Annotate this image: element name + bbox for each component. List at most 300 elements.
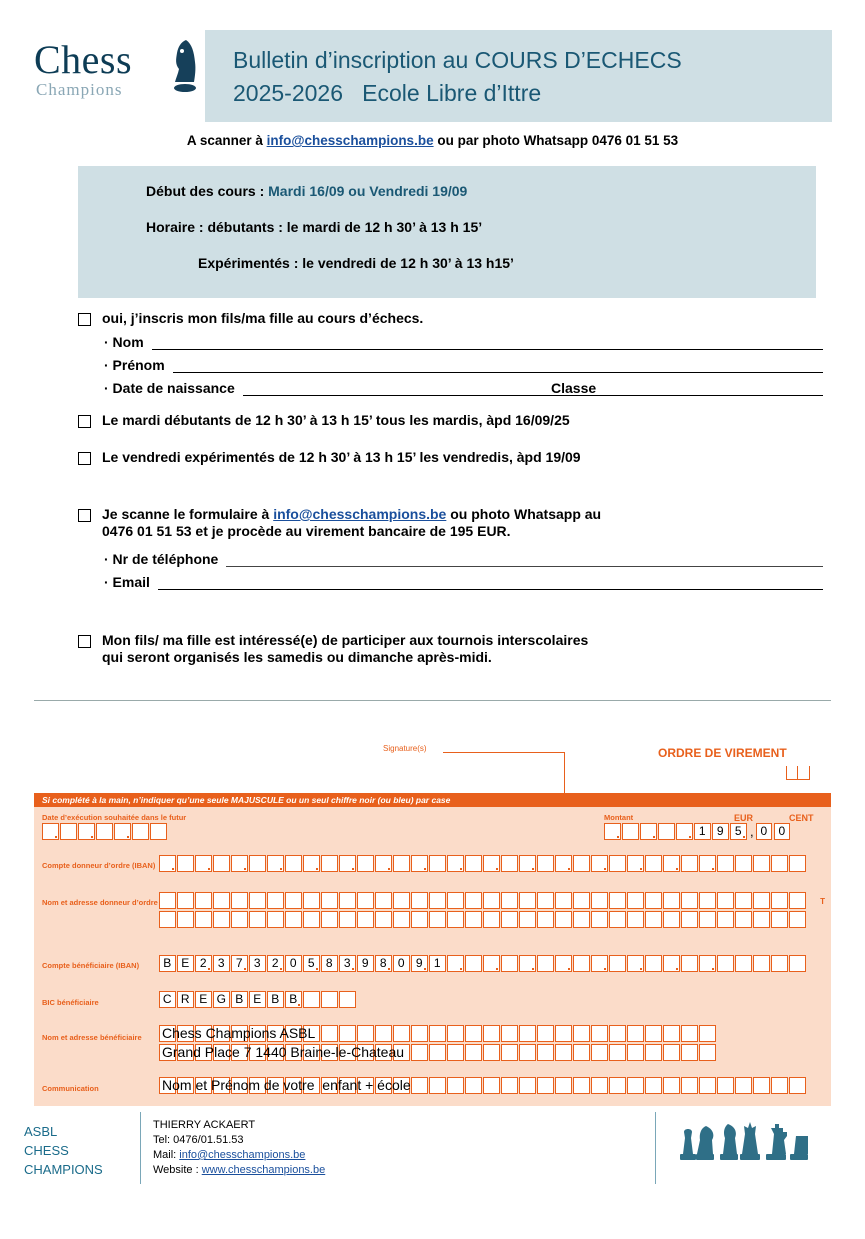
field-email[interactable] xyxy=(104,574,823,590)
iban-benef-cell[interactable] xyxy=(609,955,626,972)
nom-benef-cell[interactable] xyxy=(681,1025,698,1042)
scan-text-b: ou photo Whatsapp au xyxy=(446,506,602,522)
nom-benef-cell[interactable] xyxy=(483,1044,500,1061)
nom-donneur-cell[interactable] xyxy=(411,892,428,909)
nom-benef-cell[interactable] xyxy=(681,1044,698,1061)
iban-benef-cell[interactable]: 3 xyxy=(213,955,230,972)
nom-benef-cell[interactable] xyxy=(483,1025,500,1042)
nom-donneur-cell[interactable] xyxy=(519,892,536,909)
logo xyxy=(32,30,197,122)
nom-benef-cell[interactable] xyxy=(573,1044,590,1061)
iban-benef-cell[interactable] xyxy=(465,955,482,972)
checkbox-tournois-label xyxy=(102,632,588,666)
iban-donneur-cell[interactable] xyxy=(591,855,608,872)
iban-benef-cell[interactable]: 9 xyxy=(411,955,428,972)
field-classe-label: Classe xyxy=(551,380,597,396)
nom-donneur-cell[interactable] xyxy=(303,892,320,909)
amount-cell-eur-2[interactable]: 9 xyxy=(712,823,729,840)
iban-donneur-cell[interactable] xyxy=(375,855,392,872)
iban-donneur-cell[interactable] xyxy=(753,855,770,872)
field-telephone[interactable] xyxy=(104,551,823,567)
date-cell[interactable] xyxy=(150,823,167,840)
field-telephone-input[interactable] xyxy=(226,552,823,567)
communication-cell[interactable] xyxy=(573,1077,590,1094)
communication-cell[interactable] xyxy=(465,1077,482,1094)
nom-donneur-cell[interactable] xyxy=(699,911,716,928)
nom-donneur-cell[interactable] xyxy=(339,911,356,928)
bic-cell[interactable] xyxy=(321,991,338,1008)
label-eur: EUR xyxy=(734,813,754,823)
nom-donneur-cell[interactable] xyxy=(213,892,230,909)
communication-cell[interactable] xyxy=(735,1077,752,1094)
nom-donneur-cell[interactable] xyxy=(411,911,428,928)
field-prenom-input[interactable] xyxy=(173,358,823,373)
date-cell[interactable] xyxy=(42,823,59,840)
nom-donneur-cell[interactable] xyxy=(501,892,518,909)
nom-donneur-cell[interactable] xyxy=(177,911,194,928)
section-divider xyxy=(34,700,831,701)
nom-benef-cell[interactable] xyxy=(555,1025,572,1042)
nom-donneur-cell[interactable] xyxy=(573,892,590,909)
scan-prefix: A scanner à xyxy=(186,133,267,148)
amount-cell[interactable] xyxy=(676,823,693,840)
iban-donneur-cell[interactable] xyxy=(573,855,590,872)
nom-donneur-cell[interactable] xyxy=(735,892,752,909)
nom-benef-cell[interactable] xyxy=(339,1025,356,1042)
nom-benef-cell[interactable] xyxy=(393,1025,410,1042)
nom-benef-cell[interactable] xyxy=(411,1044,428,1061)
nom-donneur-cell[interactable] xyxy=(555,892,572,909)
nom-benef-cell[interactable] xyxy=(591,1025,608,1042)
communication-cell[interactable] xyxy=(537,1077,554,1094)
footer-website-label: Website : xyxy=(153,1164,202,1176)
nom-donneur-cell[interactable] xyxy=(663,892,680,909)
nom-donneur-cell[interactable] xyxy=(717,911,734,928)
checkbox-scan[interactable] xyxy=(78,509,91,522)
communication-cell[interactable] xyxy=(501,1077,518,1094)
iban-benef-cell[interactable]: 3 xyxy=(339,955,356,972)
nom-donneur-cell[interactable] xyxy=(699,892,716,909)
nom-donneur-cell[interactable] xyxy=(159,892,176,909)
scan-email-link-2[interactable]: info@chesschampions.be xyxy=(273,506,447,522)
iban-benef-cell[interactable]: B xyxy=(159,955,176,972)
checkbox-inscription[interactable] xyxy=(78,313,91,326)
iban-donneur-cell[interactable] xyxy=(159,855,176,872)
nom-donneur-cell[interactable] xyxy=(393,892,410,909)
nom-donneur-cell[interactable] xyxy=(591,892,608,909)
nom-donneur-cell[interactable] xyxy=(483,911,500,928)
iban-benef-cell[interactable] xyxy=(501,955,518,972)
bic-cell[interactable]: B xyxy=(231,991,248,1008)
nom-donneur-cell[interactable] xyxy=(195,911,212,928)
amount-cell[interactable] xyxy=(658,823,675,840)
iban-benef-cell[interactable] xyxy=(537,955,554,972)
title-line-2: 2025-2026 Ecole Libre d’Ittre xyxy=(233,80,542,106)
nom-benef-cell[interactable] xyxy=(645,1044,662,1061)
nom-donneur-cell[interactable] xyxy=(393,911,410,928)
communication-cell[interactable] xyxy=(429,1077,446,1094)
iban-benef-cell[interactable] xyxy=(483,955,500,972)
document-header xyxy=(32,30,832,122)
iban-benef-cell[interactable]: 9 xyxy=(357,955,374,972)
iban-donneur-cell[interactable] xyxy=(177,855,194,872)
nom-donneur-cell[interactable] xyxy=(249,911,266,928)
nom-donneur-cell[interactable] xyxy=(267,892,284,909)
bic-cell[interactable]: R xyxy=(177,991,194,1008)
nom-benef-cell[interactable] xyxy=(321,1025,338,1042)
course-info-box xyxy=(78,166,816,298)
scan-instruction xyxy=(0,133,865,148)
iban-donneur-cell[interactable] xyxy=(483,855,500,872)
iban-benef-cell[interactable] xyxy=(789,955,806,972)
label-nom-beneficiaire: Nom et adresse bénéficiaire xyxy=(42,1033,142,1042)
iban-donneur-cell[interactable] xyxy=(717,855,734,872)
amount-cell-cent-2[interactable]: 0 xyxy=(774,823,791,840)
nom-donneur-cell[interactable] xyxy=(627,911,644,928)
iban-donneur-cell[interactable] xyxy=(321,855,338,872)
nom-benef-cell[interactable] xyxy=(429,1025,446,1042)
nom-benef-cell[interactable] xyxy=(537,1025,554,1042)
iban-benef-cell[interactable] xyxy=(519,955,536,972)
communication-cell[interactable] xyxy=(519,1077,536,1094)
nom-donneur-cell[interactable] xyxy=(681,892,698,909)
iban-donneur-cell[interactable] xyxy=(195,855,212,872)
nom-donneur-cell[interactable] xyxy=(789,892,806,909)
iban-donneur-cells[interactable] xyxy=(159,855,807,872)
iban-benef-cell[interactable] xyxy=(627,955,644,972)
amount-cell[interactable] xyxy=(640,823,657,840)
field-naissance-label: · Date de naissance xyxy=(104,380,235,396)
iban-donneur-cell[interactable] xyxy=(555,855,572,872)
nom-donneur-cell[interactable] xyxy=(753,892,770,909)
iban-benef-cell[interactable] xyxy=(447,955,464,972)
iban-benef-cell[interactable] xyxy=(663,955,680,972)
nom-donneur-cell[interactable] xyxy=(789,911,806,928)
nom-benef-cell[interactable] xyxy=(429,1044,446,1061)
logo-word-chess: Chess xyxy=(34,37,133,82)
iban-benef-cell[interactable]: 0 xyxy=(285,955,302,972)
footer-contact-name: THIERRY ACKAERT xyxy=(153,1119,256,1131)
iban-benef-cell[interactable]: 8 xyxy=(321,955,338,972)
nom-donneur-cell[interactable] xyxy=(213,911,230,928)
date-cell[interactable] xyxy=(96,823,113,840)
nom-donneur-cell[interactable] xyxy=(447,911,464,928)
nom-donneur-cell[interactable] xyxy=(609,892,626,909)
nom-benef-cell[interactable] xyxy=(645,1025,662,1042)
iban-benef-cell[interactable] xyxy=(717,955,734,972)
title-line-1: Bulletin d’inscription au COURS D’ECHECS xyxy=(233,47,682,73)
nom-donneur-cell[interactable] xyxy=(555,911,572,928)
field-nom-input[interactable] xyxy=(152,335,823,350)
bic-cell[interactable]: E xyxy=(249,991,266,1008)
iban-benef-cell[interactable] xyxy=(699,955,716,972)
checkbox-row-inscription[interactable] xyxy=(78,310,823,327)
nom-donneur-cell[interactable] xyxy=(267,911,284,928)
nom-donneur-cell[interactable] xyxy=(465,892,482,909)
date-cells[interactable] xyxy=(42,823,168,840)
nom-benef-cell[interactable] xyxy=(375,1025,392,1042)
iban-benef-cell[interactable] xyxy=(735,955,752,972)
nom-benef-cell[interactable] xyxy=(465,1044,482,1061)
iban-donneur-cell[interactable] xyxy=(213,855,230,872)
communication-cell[interactable] xyxy=(411,1077,428,1094)
bic-cells[interactable] xyxy=(159,991,357,1008)
nom-donneur-cell[interactable] xyxy=(375,892,392,909)
footer-contact-mail-row xyxy=(153,1148,515,1163)
nom-donneur-cell[interactable] xyxy=(357,911,374,928)
nom-donneur-cell[interactable] xyxy=(645,892,662,909)
field-nom[interactable] xyxy=(104,334,823,350)
field-prenom[interactable] xyxy=(104,357,823,373)
field-naissance-input[interactable] xyxy=(243,381,823,396)
iban-donneur-cell[interactable] xyxy=(627,855,644,872)
iban-donneur-cell[interactable] xyxy=(429,855,446,872)
nom-benef-cell[interactable] xyxy=(609,1025,626,1042)
iban-benef-cell[interactable]: E xyxy=(177,955,194,972)
nom-donneur-cell[interactable] xyxy=(357,892,374,909)
nom-donneur-cell[interactable] xyxy=(303,911,320,928)
iban-donneur-cell[interactable] xyxy=(789,855,806,872)
nom-donneur-cell[interactable] xyxy=(339,892,356,909)
iban-donneur-cell[interactable] xyxy=(609,855,626,872)
iban-donneur-cell[interactable] xyxy=(645,855,662,872)
nom-donneur-cell[interactable] xyxy=(681,911,698,928)
nom-donneur-cell[interactable] xyxy=(753,911,770,928)
checkbox-row-tournois[interactable] xyxy=(78,632,823,666)
checkbox-vendredi[interactable] xyxy=(78,452,91,465)
scan-suffix: ou par photo Whatsapp 0476 01 51 53 xyxy=(433,133,679,148)
communication-cell[interactable] xyxy=(627,1077,644,1094)
iban-benef-cell[interactable]: 8 xyxy=(375,955,392,972)
nom-benef-cell[interactable] xyxy=(699,1044,716,1061)
iban-benef-cell[interactable]: 0 xyxy=(393,955,410,972)
date-cell[interactable] xyxy=(114,823,131,840)
nom-benef-cell[interactable] xyxy=(627,1025,644,1042)
nom-benef-cell[interactable] xyxy=(555,1044,572,1061)
scan-email-link[interactable]: info@chesschampions.be xyxy=(266,133,434,148)
field-naissance[interactable] xyxy=(104,380,823,396)
iban-beneficiaire-cells[interactable] xyxy=(159,955,807,972)
nom-benef-cell[interactable] xyxy=(591,1044,608,1061)
iban-donneur-cell[interactable] xyxy=(447,855,464,872)
footer-org-line3: CHAMPIONS xyxy=(24,1162,103,1177)
nom-donneur-cell[interactable] xyxy=(483,892,500,909)
checkbox-tournois[interactable] xyxy=(78,635,91,648)
amount-cell-eur-3[interactable]: 5 xyxy=(730,823,747,840)
checkbox-mardi[interactable] xyxy=(78,415,91,428)
date-cell[interactable] xyxy=(132,823,149,840)
iban-benef-cell[interactable]: 1 xyxy=(429,955,446,972)
nom-donneur-cell[interactable] xyxy=(771,892,788,909)
iban-benef-cell[interactable]: 7 xyxy=(231,955,248,972)
footer-website-link[interactable]: www.chesschampions.be xyxy=(201,1164,326,1176)
signature-line[interactable] xyxy=(443,752,565,753)
nom-benef-cell[interactable] xyxy=(519,1044,536,1061)
iban-donneur-cell[interactable] xyxy=(267,855,284,872)
nom-donneur-cell[interactable] xyxy=(285,892,302,909)
iban-benef-cell[interactable]: 3 xyxy=(249,955,266,972)
nom-benef-cell[interactable] xyxy=(609,1044,626,1061)
nom-benef-cell[interactable] xyxy=(663,1025,680,1042)
nom-donneur-cell[interactable] xyxy=(465,911,482,928)
iban-benef-cell[interactable]: 2 xyxy=(195,955,212,972)
amount-cell[interactable] xyxy=(622,823,639,840)
nom-donneur-cell[interactable] xyxy=(735,911,752,928)
field-nom-label: · Nom xyxy=(104,334,144,350)
nom-donneur-cell[interactable] xyxy=(771,911,788,928)
nom-donneur-cell[interactable] xyxy=(537,892,554,909)
nom-donneur-cell[interactable] xyxy=(645,911,662,928)
amount-cell-cent-1[interactable]: 0 xyxy=(756,823,773,840)
iban-donneur-cell[interactable] xyxy=(411,855,428,872)
nom-donneur-cell[interactable] xyxy=(537,911,554,928)
nom-donneur-cell[interactable] xyxy=(249,892,266,909)
iban-donneur-cell[interactable] xyxy=(357,855,374,872)
nom-benef-cell[interactable] xyxy=(501,1044,518,1061)
nom-donneur-cell[interactable] xyxy=(195,892,212,909)
nom-donneur-cell[interactable] xyxy=(231,911,248,928)
bic-cell[interactable]: B xyxy=(267,991,284,1008)
scan-text-a: Je scanne le formulaire à xyxy=(102,506,274,522)
communication-cell[interactable] xyxy=(753,1077,770,1094)
nom-donneur-cells-line2[interactable] xyxy=(159,911,807,928)
checkbox-row-vendredi[interactable] xyxy=(78,449,823,466)
iban-benef-cell[interactable] xyxy=(573,955,590,972)
nom-benef-cell[interactable] xyxy=(411,1025,428,1042)
amount-cell-eur-1[interactable]: 1 xyxy=(694,823,711,840)
amount-decimal-separator: , xyxy=(750,824,754,839)
nom-benef-cell[interactable] xyxy=(357,1025,374,1042)
nom-donneur-cell[interactable] xyxy=(321,892,338,909)
iban-donneur-cell[interactable] xyxy=(681,855,698,872)
communication-cell[interactable] xyxy=(789,1077,806,1094)
nom-donneur-cell[interactable] xyxy=(159,911,176,928)
nom-benef-cell[interactable] xyxy=(627,1044,644,1061)
nom-benef-cell[interactable] xyxy=(447,1044,464,1061)
nom-donneur-cell[interactable] xyxy=(429,892,446,909)
iban-benef-cell[interactable]: 5 xyxy=(303,955,320,972)
iban-benef-cell[interactable] xyxy=(645,955,662,972)
nom-donneur-cell[interactable] xyxy=(231,892,248,909)
communication-cell[interactable] xyxy=(681,1077,698,1094)
iban-donneur-cell[interactable] xyxy=(303,855,320,872)
registration-form xyxy=(78,310,823,672)
nom-donneur-cell[interactable] xyxy=(177,892,194,909)
communication-cell[interactable] xyxy=(555,1077,572,1094)
bic-cell[interactable] xyxy=(339,991,356,1008)
iban-benef-cell[interactable] xyxy=(681,955,698,972)
info-row-beginners: Horaire : débutants : le mardi de 12 h 30’ à 13 h 15’ xyxy=(146,219,483,235)
amount-cell[interactable] xyxy=(604,823,621,840)
bic-cell[interactable]: E xyxy=(195,991,212,1008)
communication-cell[interactable] xyxy=(699,1077,716,1094)
nom-benef-cell[interactable] xyxy=(447,1025,464,1042)
communication-cell[interactable] xyxy=(483,1077,500,1094)
iban-donneur-cell[interactable] xyxy=(663,855,680,872)
iban-benef-cell[interactable]: 2 xyxy=(267,955,284,972)
date-cell[interactable] xyxy=(60,823,77,840)
tournois-line2: qui seront organisés les samedis ou dimanche après-midi. xyxy=(102,649,492,665)
nom-benef-cell[interactable] xyxy=(465,1025,482,1042)
nom-donneur-cell[interactable] xyxy=(501,911,518,928)
bic-cell[interactable]: G xyxy=(213,991,230,1008)
iban-donneur-cell[interactable] xyxy=(249,855,266,872)
nom-donneur-cell[interactable] xyxy=(717,892,734,909)
communication-cell[interactable] xyxy=(663,1077,680,1094)
iban-donneur-cell[interactable] xyxy=(231,855,248,872)
communication-cell[interactable] xyxy=(645,1077,662,1094)
field-email-input[interactable] xyxy=(158,575,823,590)
bic-cell[interactable]: C xyxy=(159,991,176,1008)
communication-cell[interactable] xyxy=(609,1077,626,1094)
nom-donneur-cell[interactable] xyxy=(447,892,464,909)
nom-benef-cell[interactable] xyxy=(501,1025,518,1042)
iban-donneur-cell[interactable] xyxy=(699,855,716,872)
communication-cell[interactable] xyxy=(447,1077,464,1094)
iban-benef-cell[interactable] xyxy=(753,955,770,972)
transfer-order-title: ORDRE DE VIREMENT xyxy=(658,746,787,760)
bic-cell[interactable]: B xyxy=(285,991,302,1008)
iban-donneur-cell[interactable] xyxy=(519,855,536,872)
chess-pieces-row-icon xyxy=(678,1118,808,1173)
iban-donneur-cell[interactable] xyxy=(465,855,482,872)
nom-donneur-cell[interactable] xyxy=(627,892,644,909)
label-cent: CENT xyxy=(789,813,814,823)
checkbox-row-mardi[interactable] xyxy=(78,412,823,429)
communication-cell[interactable] xyxy=(717,1077,734,1094)
nom-donneur-cell[interactable] xyxy=(321,911,338,928)
nom-donneur-cell[interactable] xyxy=(285,911,302,928)
nom-donneur-cell[interactable] xyxy=(375,911,392,928)
iban-donneur-cell[interactable] xyxy=(393,855,410,872)
iban-donneur-cell[interactable] xyxy=(339,855,356,872)
nom-donneur-cell[interactable] xyxy=(573,911,590,928)
nom-donneur-cell[interactable] xyxy=(519,911,536,928)
bic-cell[interactable] xyxy=(303,991,320,1008)
footer-divider-right xyxy=(655,1112,656,1184)
amount-cells[interactable] xyxy=(604,823,792,840)
nom-benef-cell[interactable] xyxy=(573,1025,590,1042)
nom-benef-cell[interactable] xyxy=(519,1025,536,1042)
checkbox-row-scan[interactable] xyxy=(78,506,823,540)
date-cell[interactable] xyxy=(78,823,95,840)
nom-benef-cell[interactable] xyxy=(537,1044,554,1061)
nom-donneur-cell[interactable] xyxy=(663,911,680,928)
nom-donneur-cell[interactable] xyxy=(429,911,446,928)
iban-donneur-cell[interactable] xyxy=(771,855,788,872)
iban-benef-cell[interactable] xyxy=(591,955,608,972)
page-title xyxy=(205,30,832,122)
iban-donneur-cell[interactable] xyxy=(501,855,518,872)
nom-benef-cell[interactable] xyxy=(663,1044,680,1061)
iban-donneur-cell[interactable] xyxy=(537,855,554,872)
transfer-header-note: Si complété à la main, n’indiquer qu’une seule MAJUSCULE ou un seul chiffre noir (ou bleu) par case xyxy=(34,793,831,807)
footer-org-line1: ASBL xyxy=(24,1124,58,1139)
nom-donneur-cell[interactable] xyxy=(609,911,626,928)
nom-benef-cell[interactable] xyxy=(699,1025,716,1042)
iban-benef-cell[interactable] xyxy=(771,955,788,972)
footer-mail-link[interactable]: info@chesschampions.be xyxy=(179,1149,306,1161)
iban-donneur-cell[interactable] xyxy=(735,855,752,872)
communication-cell[interactable] xyxy=(591,1077,608,1094)
iban-donneur-cell[interactable] xyxy=(285,855,302,872)
communication-cell[interactable] xyxy=(771,1077,788,1094)
scan-text-line2: 0476 01 51 53 et je procède au virement bancaire de 195 EUR. xyxy=(102,523,511,539)
nom-donneur-cells-line1[interactable] xyxy=(159,892,807,909)
checkbox-mardi-label: Le mardi débutants de 12 h 30’ à 13 h 15’ tous les mardis, àpd 16/09/25 xyxy=(102,412,570,428)
nom-donneur-cell[interactable] xyxy=(591,911,608,928)
iban-benef-cell[interactable] xyxy=(555,955,572,972)
